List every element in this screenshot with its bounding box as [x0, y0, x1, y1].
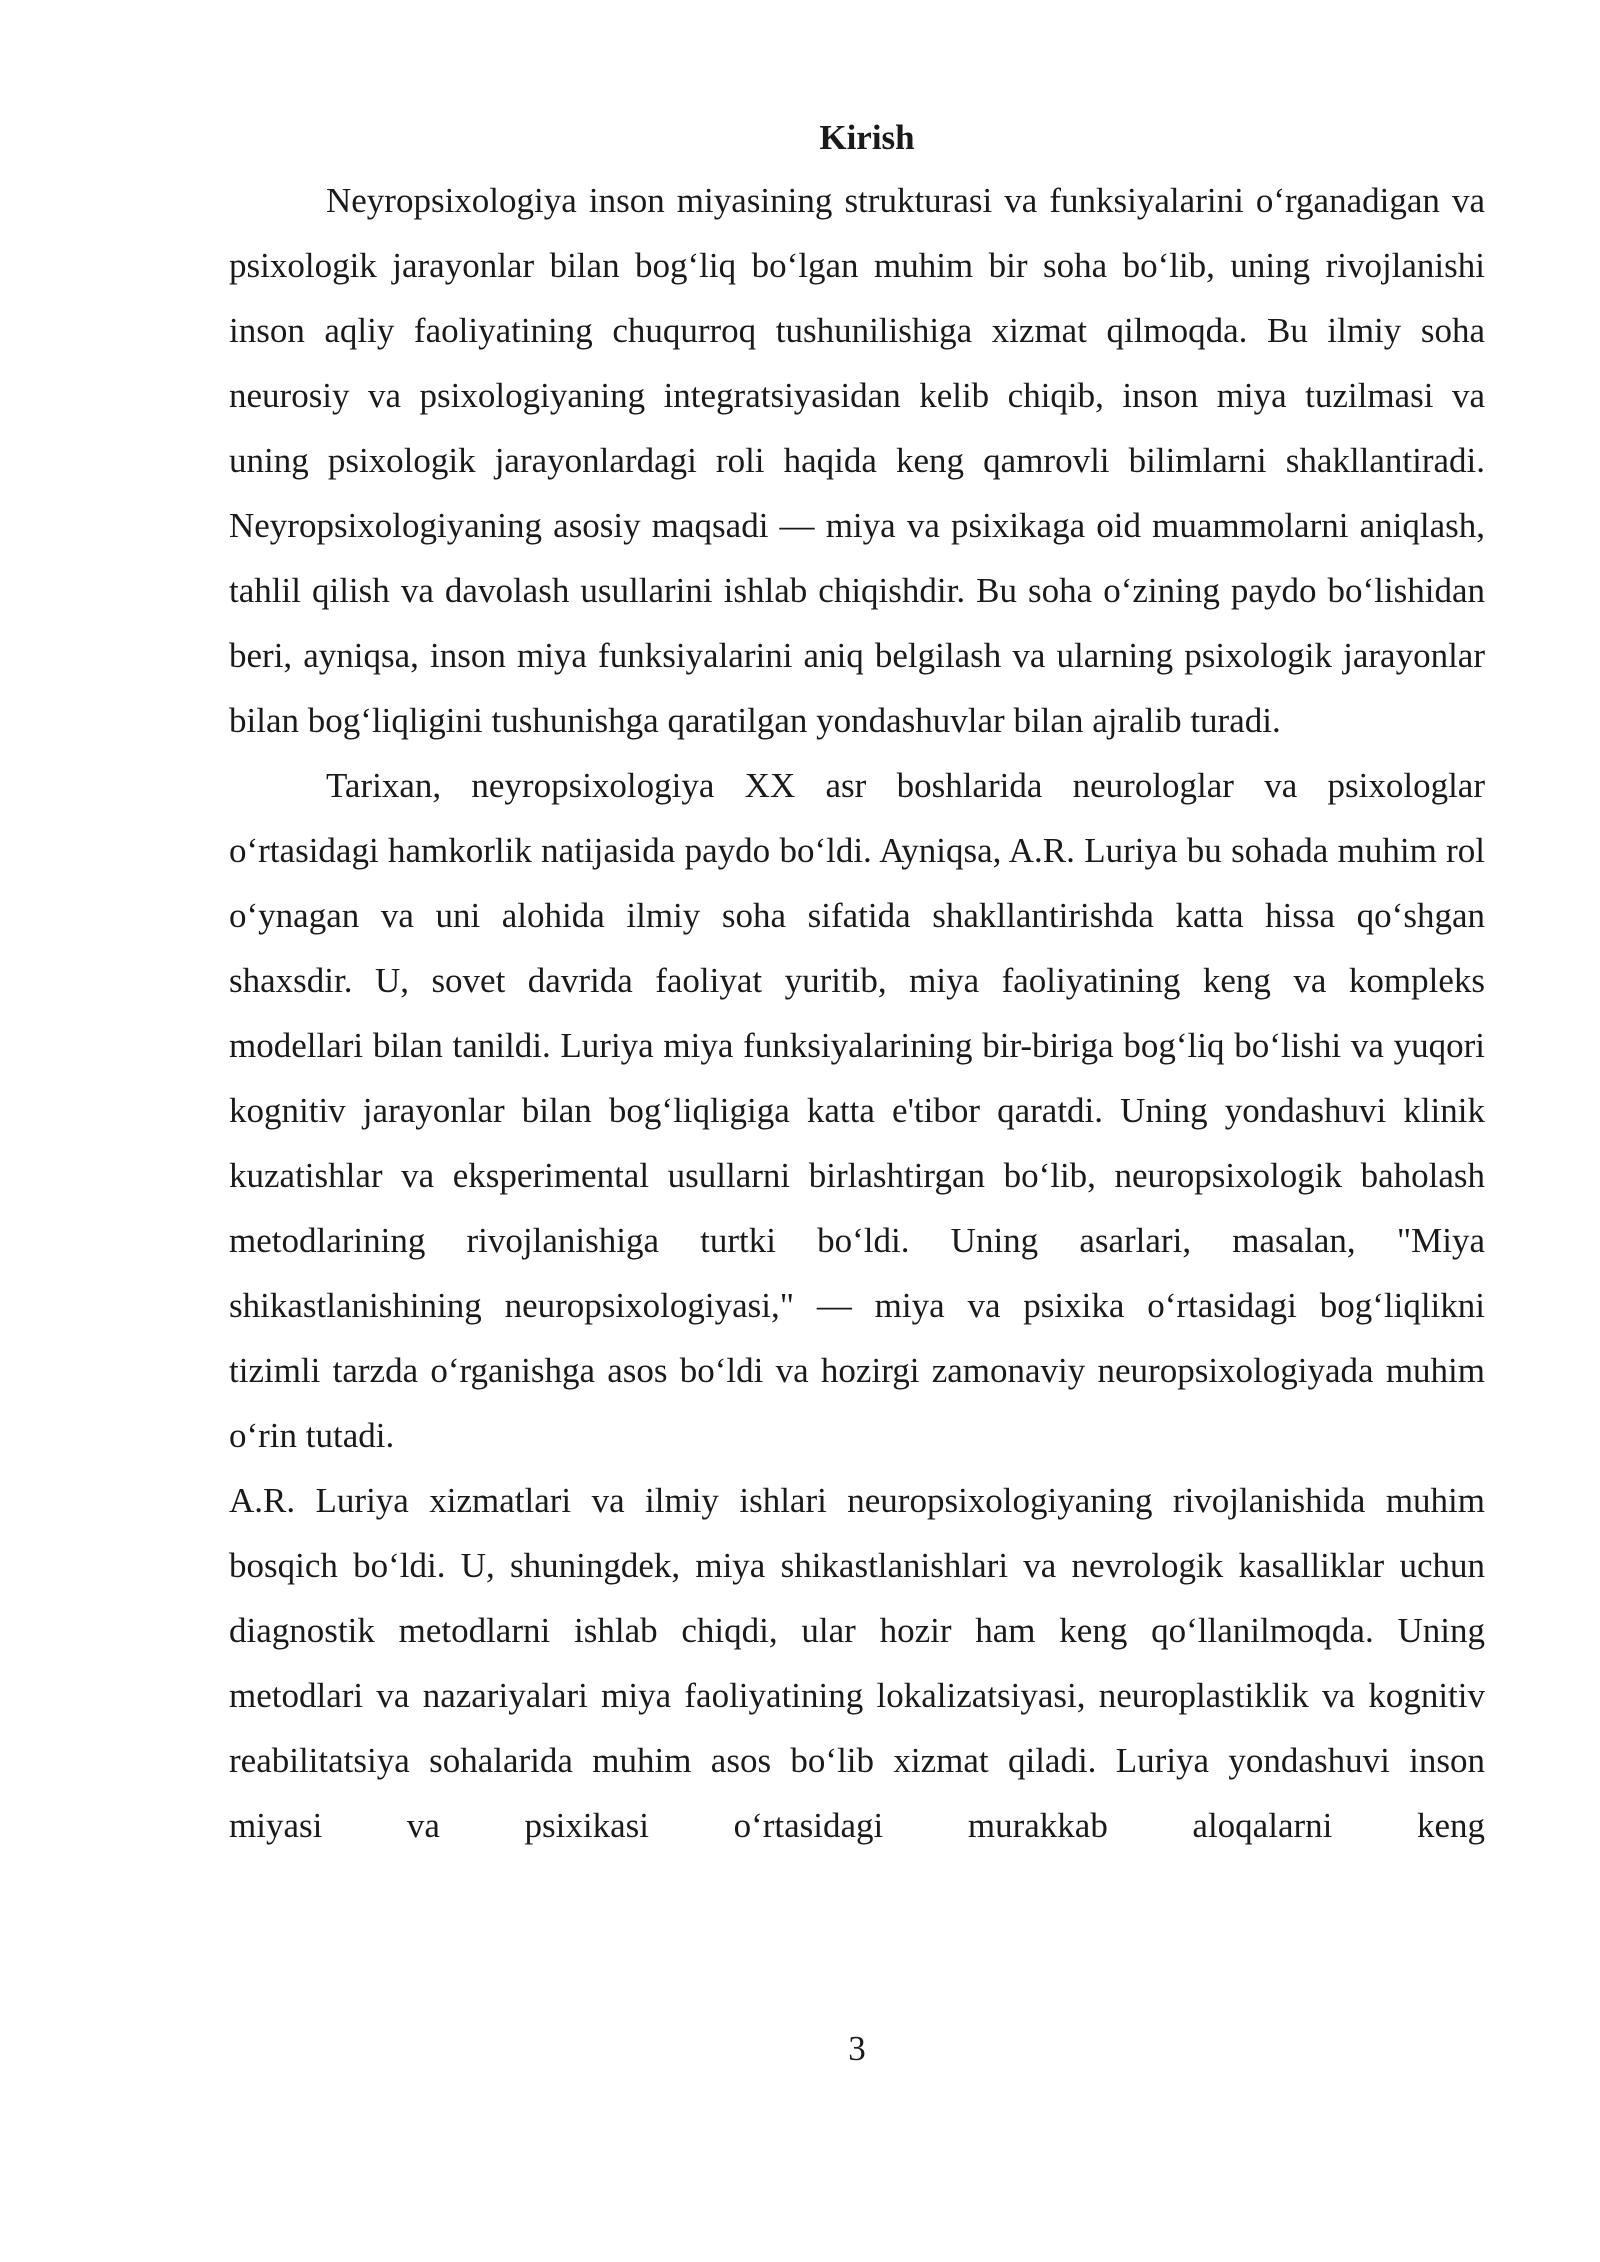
section-title: Kirish: [819, 118, 915, 157]
paragraph-intro: Neyropsixologiya inson miyasining strukturasi va funksiyalarini o‘rganadigan va psixologik jarayonlar bilan bog‘liq bo‘lgan muhim bir soha bo‘lib, uning rivojlanishi inson aqliy faoliyatining chuqurroq tushunilishiga xizmat qilmoqda. Bu ilmiy soha neurosiy va psixologiyaning integratsiyasidan kelib chiqib, inson miya tuzilmasi va uning psixologik jarayonlardagi roli haqida keng qamrovli bilimlarni shakllantiradi. Neyropsixologiyaning asosiy maqsadi — miya va psixikaga oid muammolarni aniqlash, tahlil qilish va davolash usullarini ishlab chiqishdir. Bu soha o‘zining paydo bo‘lishidan beri, ayniqsa, inson miya funksiyalarini aniq belgilash va ularning psixologik jarayonlar bilan bog‘liqligini tushunishga qaratilgan yondashuvlar bilan ajralib turadi.: [229, 181, 1485, 740]
page-number: 3: [848, 2029, 866, 2068]
paragraph-history: Tarixan, neyropsixologiya XX asr boshlarida neurologlar va psixologlar o‘rtasidagi hamkorlik natijasida paydo bo‘ldi. Ayniqsa, A.R. Luriya bu sohada muhim rol o‘ynagan va uni alohida ilmiy soha sifatida shakllantirishda katta hissa qo‘shgan shaxsdir. U, sovet davrida faoliyat yuritib, miya faoliyatining keng va kompleks modellari bilan tanildi. Luriya miya funksiyalarining bir-biriga bog‘liq bo‘lishi va yuqori kognitiv jarayonlar bilan bog‘liqligiga katta e'tibor qaratdi. Uning yondashuvi klinik kuzatishlar va eksperimental usullarni birlashtirgan bo‘lib, neuropsixologik baholash metodlarining rivojlanishiga turtki bo‘ldi. Uning asarlari, masalan, "Miya shikastlanishining neuropsixologiyasi," — miya va psixika o‘rtasidagi bog‘liqlikni tizimli tarzda o‘rganishga asos bo‘ldi va hozirgi zamonaviy neuropsixologiyada muhim o‘rin tutadi.: [229, 766, 1485, 1455]
paragraph-luriya: A.R. Luriya xizmatlari va ilmiy ishlari neuropsixologiyaning rivojlanishida muhim bosqich bo‘ldi. U, shuningdek, miya shikastlanishlari va nevrologik kasalliklar uchun diagnostik metodlarni ishlab chiqdi, ular hozir ham keng qo‘llanilmoqda. Uning metodlari va nazariyalari miya faoliyatining lokalizatsiyasi, neuroplastiklik va kognitiv reabilitatsiya sohalarida muhim asos bo‘lib xizmat qiladi. Luriya yondashuvi inson miyasi va psixikasi o‘rtasidagi murakkab aloqalarni keng: [229, 1481, 1485, 1845]
document-body: [229, 108, 1485, 1858]
